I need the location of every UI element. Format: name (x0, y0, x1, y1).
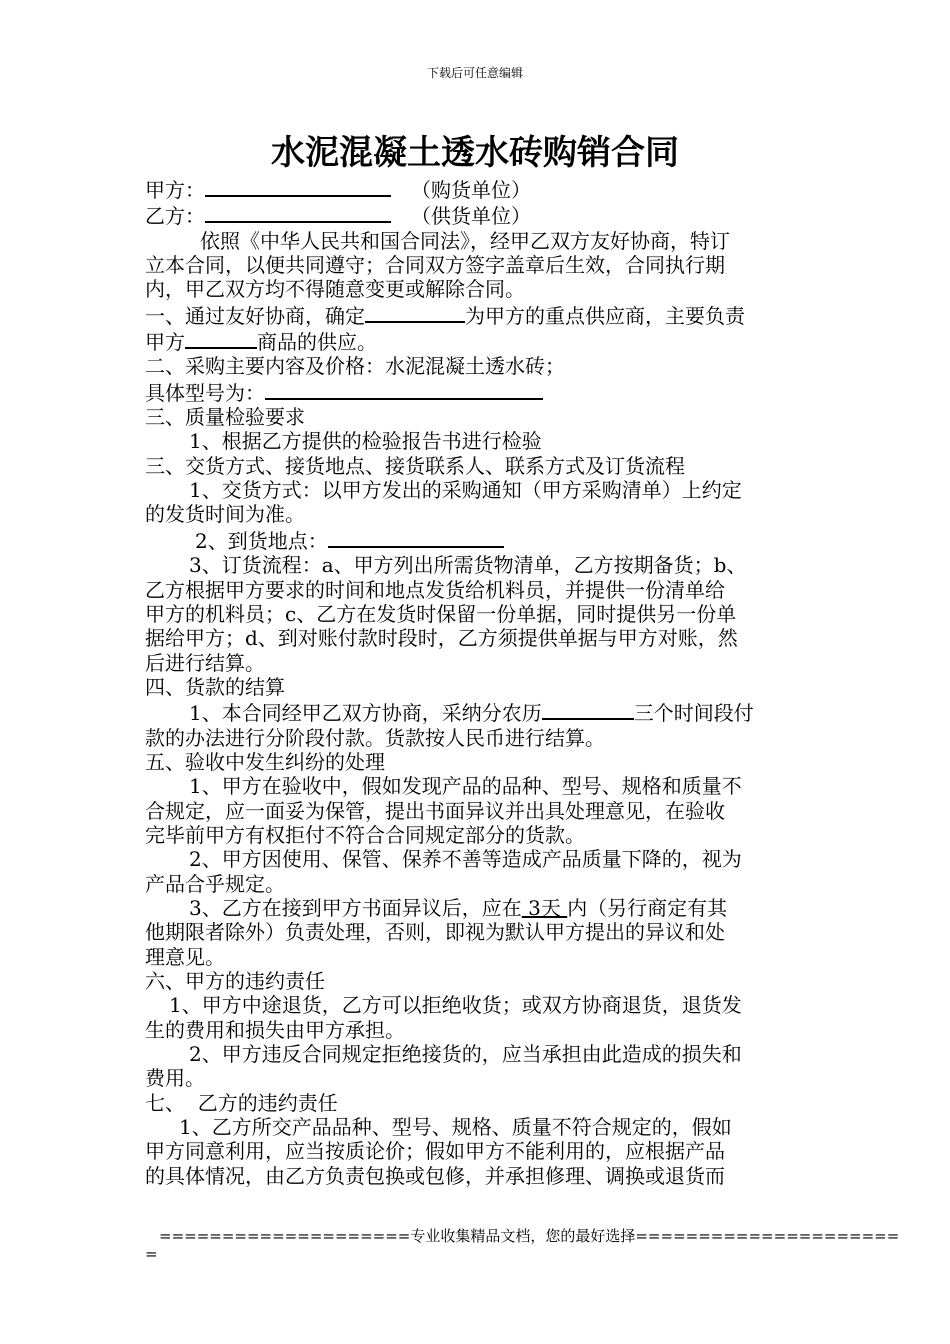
delivery-location-label: 2、到货地点： (195, 528, 328, 553)
dispute-text: 内（另行商定有其 (567, 895, 728, 920)
section-1-text: 为甲方的重点供应商，主要负责 (465, 303, 745, 328)
payment-line: 款的办法进行分阶段付款。货款按人民币进行结算。 (145, 725, 605, 750)
order-process-line: 甲方的机料员；c、乙方在发货时保留一份单据，同时提供另一份单 (145, 601, 737, 626)
party-b-line (145, 202, 810, 228)
dispute-line: 1、甲方在验收中，假如发现产品的品种、型号、规格和质量不 (189, 774, 742, 799)
payment-line (145, 699, 810, 725)
dispute-line: 理意见。 (145, 944, 225, 969)
section-1-line (145, 302, 810, 328)
order-process-line: 乙方根据甲方要求的时间和地点发货给机料员，并提供一份清单给 (145, 577, 725, 602)
party-b-liability-line: 甲方同意利用，应当按质论价；假如甲方不能利用的，应根据产品 (145, 1139, 725, 1164)
section-1-text: 商品的供应。 (257, 330, 377, 355)
section-2-model-line (145, 379, 810, 405)
party-a-liability-line: 费用。 (145, 1066, 205, 1091)
goods-blank (185, 328, 257, 349)
party-a-label: 甲方： (145, 178, 205, 202)
party-b-label: 乙方： (145, 204, 205, 229)
section-3-item: 1、根据乙方提供的检验报告书进行检验 (189, 429, 542, 454)
intro-line: 依照《中华人民共和国合同法》，经甲乙双方友好协商，特订 (200, 228, 730, 253)
delivery-method-line: 的发货时间为准。 (145, 502, 305, 527)
party-b-liability-line: 的具体情况，由乙方负责包换或包修，并承担修理、调换或退货而 (145, 1163, 725, 1188)
dispute-line: 完毕前甲方有权拒付不符合合同规定部分的货款。 (145, 822, 585, 847)
page-footer (145, 1227, 900, 1263)
intro-line: 立本合同，以便共同遵守；合同双方签字盖章后生效，合同执行期 (145, 253, 725, 278)
party-a-blank (205, 176, 391, 197)
section-2-heading: 二、采购主要内容及价格：水泥混凝土透水砖； (145, 354, 565, 379)
party-b-role: （供货单位） (411, 204, 531, 229)
party-a-role: （购货单位） (411, 178, 531, 202)
payment-blank (542, 699, 634, 720)
section-7-heading: 七、 乙方的违约责任 (145, 1090, 338, 1115)
delivery-location-line (145, 527, 810, 553)
delivery-location-blank (328, 527, 504, 548)
days-value: 3天 (521, 895, 568, 920)
section-5-heading: 五、验收中发生纠纷的处理 (145, 749, 385, 774)
model-blank (265, 379, 543, 400)
dispute-line: 他期限者除外）负责处理，否则，即视为默认甲方提出的异议和处 (145, 920, 725, 945)
supplier-blank (365, 302, 465, 323)
section-3b-heading: 三、交货方式、接货地点、接货联系人、联系方式及订货流程 (145, 453, 685, 478)
party-b-blank (205, 202, 391, 223)
order-process-line: 据给甲方；d、到对账付款时段时，乙方须提供单据与甲方对账，然 (145, 626, 738, 651)
order-process-line: 后进行结算。 (145, 650, 265, 675)
section-4-heading: 四、货款的结算 (145, 674, 285, 699)
footer-line: ====================专业收集精品文档，您的最好选择===================== (159, 1227, 900, 1245)
party-a-line (145, 176, 810, 202)
section-3-heading: 三、质量检验要求 (145, 405, 305, 430)
order-process-line: 3、订货流程：a、甲方列出所需货物清单，乙方按期备货；b、 (189, 553, 747, 578)
dispute-line (145, 896, 810, 920)
intro-line: 内，甲乙双方均不得随意变更或解除合同。 (145, 277, 525, 302)
document-title: 水泥混凝土透水砖购销合同 (271, 133, 679, 173)
dispute-text: 3、乙方在接到甲方书面异议后，应在 (189, 895, 522, 920)
section-1-line (145, 328, 810, 354)
delivery-method-line: 1、交货方式：以甲方发出的采购通知（甲方采购清单）上约定 (189, 478, 742, 503)
section-1-text: 甲方 (145, 330, 185, 355)
payment-text: 1、本合同经甲乙双方协商，采纳分农历 (189, 701, 542, 726)
section-1-text: 一、通过友好协商，确定 (145, 303, 365, 328)
party-a-liability-line: 2、甲方违反合同规定拒绝接货的，应当承担由此造成的损失和 (189, 1042, 742, 1067)
model-label: 具体型号为： (145, 380, 265, 405)
dispute-line: 产品合乎规定。 (145, 871, 285, 896)
header-note: 下载后可任意编辑 (426, 66, 523, 80)
party-a-liability-line: 生的费用和损失由甲方承担。 (145, 1017, 405, 1042)
party-b-liability-line: 1、乙方所交产品品种、型号、规格、质量不符合规定的，假如 (179, 1115, 732, 1140)
footer-line: = (145, 1245, 158, 1263)
dispute-line: 合规定，应一面妥为保管，提出书面异议并出具处理意见，在验收 (145, 798, 725, 823)
payment-text: 三个时间段付 (633, 701, 754, 726)
party-a-liability-line: 1、甲方中途退货，乙方可以拒绝收货；或双方协商退货，退货发 (169, 993, 742, 1018)
section-6-heading: 六、甲方的违约责任 (145, 969, 325, 993)
contract-body (145, 176, 810, 1188)
dispute-line: 2、甲方因使用、保管、保养不善等造成产品质量下降的，视为 (189, 847, 742, 872)
